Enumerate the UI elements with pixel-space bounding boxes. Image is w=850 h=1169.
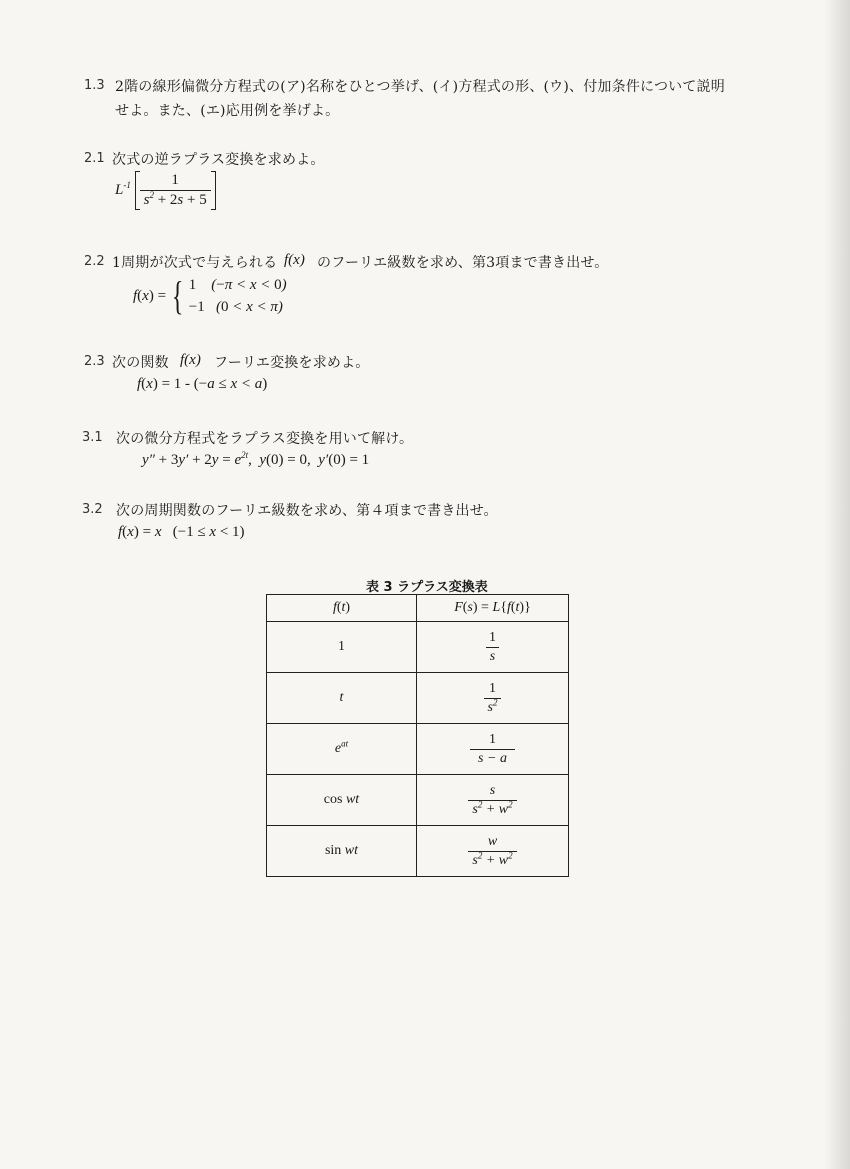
laplace-table-title: 表 3 ラプラス変換表 (366, 580, 488, 595)
table-cell-Fs: $\frac{s}{s^2 + w^2}$ (417, 775, 569, 826)
table-cell-ft: cos wt (267, 775, 417, 826)
table-header-ft: f(t) (267, 595, 417, 622)
problem-3-2-number: 3.2 (82, 502, 103, 517)
problem-2-3-fx: f(x) (180, 352, 201, 368)
problem-2-3-number: 2.3 (84, 354, 105, 369)
table-row (267, 775, 569, 826)
table-header-Fs: F(s) = L{f(t)} (417, 595, 569, 622)
problem-1-3-line2: せよ。また、(エ)応用例を挙げよ。 (115, 103, 340, 119)
problem-2-3-formula: f(x) = 1 - (−a ≤ x < a) (137, 376, 268, 392)
problem-2-1-formula: $L^{-1}$ $\frac{1}{s^2 + 2s + 5}$ (115, 172, 216, 209)
problem-2-2-text: のフーリエ級数を求め、第3項まで書き出せ。 (317, 255, 609, 271)
table-cell-ft: $e^{at}$ (267, 724, 417, 775)
table-cell-ft: t (267, 673, 417, 724)
problem-3-2-formula: f(x) = x (−1 ≤ x < 1) (118, 524, 245, 540)
problem-3-1-formula: $y'' + 3y' + 2y = e^{2t}$, y(0) = 0, y′(0) = 1 (142, 450, 370, 468)
page-edge-shadow (824, 0, 850, 1169)
problem-1-3-line1: 2階の線形偏微分方程式の(ア)名称をひとつ挙げ、(イ)方程式の形、(ウ)、付加条件について説明 (115, 79, 725, 95)
problem-2-1-text: 次式の逆ラプラス変換を求めよ。 (112, 152, 325, 168)
problem-2-2-fx: f(x) (284, 252, 305, 268)
problem-1-3-number: 1.3 (84, 78, 105, 93)
table-cell-ft: sin wt (267, 826, 417, 877)
problem-2-2-piecewise: f(x) = { 1 (−π < x < 0) −1 (0 < x < π) (133, 273, 287, 318)
laplace-transform-table (266, 594, 569, 877)
table-cell-ft: 1 (267, 622, 417, 673)
table-cell-Fs: $\frac{w}{s^2 + w^2}$ (417, 826, 569, 877)
table-cell-Fs: $\frac{1}{s - a}$ (417, 724, 569, 775)
table-cell-Fs: $\frac{1}{s}$ (417, 622, 569, 673)
table-header-row (267, 595, 569, 622)
problem-2-2-prefix: 1周期が次式で与えられる (112, 255, 278, 271)
problem-3-1-text: 次の微分方程式をラプラス変換を用いて解け。 (116, 431, 414, 447)
table-row (267, 673, 569, 724)
problem-3-2-text: 次の周期関数のフーリエ級数を求め、第４項まで書き出せ。 (116, 503, 498, 519)
problem-3-1-number: 3.1 (82, 430, 103, 445)
table-row (267, 826, 569, 877)
table-row (267, 724, 569, 775)
table-row (267, 622, 569, 673)
problem-2-3-text-a: 次の関数 (112, 355, 169, 371)
table-cell-Fs: $\frac{1}{s^2}$ (417, 673, 569, 724)
problem-2-1-number: 2.1 (84, 151, 105, 166)
problem-2-3-text-b: フーリエ変換を求めよ。 (214, 355, 370, 371)
problem-2-2-number: 2.2 (84, 254, 105, 269)
